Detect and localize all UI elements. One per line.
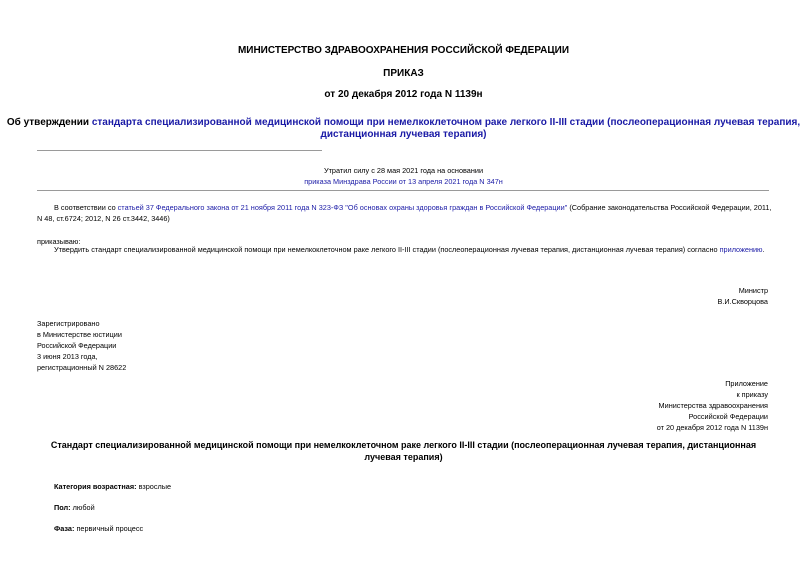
field-phase bbox=[54, 523, 143, 534]
prikazyvayu-label: приказываю: bbox=[37, 237, 81, 246]
expired-order-link[interactable]: приказа Минздрава России от 13 апреля 2021 года N 347н bbox=[304, 177, 503, 186]
registration-line: регистрационный N 28622 bbox=[37, 363, 127, 372]
signature-position: Министр bbox=[738, 286, 768, 295]
title-prefix: Об утверждении bbox=[6, 117, 92, 128]
preamble-line1 bbox=[54, 202, 774, 213]
field-label: Категория возрастная: bbox=[54, 482, 137, 491]
field-age-category bbox=[54, 481, 171, 492]
approve-end: . bbox=[762, 245, 765, 254]
divider-short bbox=[37, 150, 322, 151]
registration-line: 3 июня 2013 года, bbox=[37, 352, 98, 361]
signature-name: В.И.Скворцова bbox=[717, 297, 768, 306]
preamble-text1: В соответствии со bbox=[54, 203, 118, 212]
preamble-text2: (Собрание законодательства Российской Федерации, 2011, bbox=[567, 203, 772, 212]
federal-law-link[interactable]: статьей 37 Федерального закона от 21 ноября 2011 года N 323-ФЗ "Об основах охраны здоровья граждан в Российской Федерации" bbox=[117, 203, 568, 212]
field-value: взрослые bbox=[138, 482, 172, 491]
appendix-line: Российской Федерации bbox=[688, 412, 768, 421]
document-title bbox=[0, 117, 807, 129]
appendix-line: Министерства здравоохранения bbox=[658, 401, 768, 410]
expired-notice-line2 bbox=[0, 176, 807, 187]
expired-notice: Утратил силу с 28 мая 2021 года на основании bbox=[323, 166, 484, 175]
registration-line: Зарегистрировано bbox=[37, 319, 100, 328]
field-value: любой bbox=[72, 503, 95, 512]
standard-title: Стандарт специализированной медицинской помощи при немелкоклеточном раке легкого II-III стадии (послеоперационная лучевая терапия, дистанционная bbox=[50, 440, 757, 450]
approve-text: Утвердить стандарт специализированной медицинской помощи при немелкоклеточном раке легкого II-III стадии (послеоперационная лучевая терапия, дистанционная лучевая терапия) согласно bbox=[54, 245, 720, 254]
appendix-link[interactable]: приложению bbox=[719, 245, 763, 254]
standard-title-line2: лучевая терапия) bbox=[364, 452, 443, 462]
appendix-line: Приложение bbox=[725, 379, 768, 388]
doc-type-heading: ПРИКАЗ bbox=[383, 68, 424, 79]
appendix-block bbox=[500, 378, 768, 433]
doc-date-number: от 20 декабря 2012 года N 1139н bbox=[324, 89, 483, 100]
field-value: первичный процесс bbox=[76, 524, 144, 533]
registration-line: в Министерстве юстиции bbox=[37, 330, 122, 339]
approve-paragraph bbox=[54, 244, 765, 255]
appendix-line: к приказу bbox=[736, 390, 768, 399]
title-standard-link[interactable]: стандарта специализированной медицинской помощи при немелкоклеточном раке легкого II-III стадии (послеоперационная лучевая терапия, bbox=[91, 117, 801, 128]
preamble-line2: N 48, ст.6724; 2012, N 26 ст.3442, 3446) bbox=[37, 214, 170, 223]
registration-block bbox=[37, 318, 126, 373]
title-standard-link-cont[interactable]: дистанционная лучевая терапия) bbox=[320, 129, 487, 140]
field-label: Пол: bbox=[54, 503, 71, 512]
document-title-line2 bbox=[0, 129, 807, 141]
ministry-heading: МИНИСТЕРСТВО ЗДРАВООХРАНЕНИЯ РОССИЙСКОЙ ФЕДЕРАЦИИ bbox=[237, 45, 570, 56]
appendix-line: от 20 декабря 2012 года N 1139н bbox=[656, 423, 768, 432]
registration-line: Российской Федерации bbox=[37, 341, 117, 350]
field-label: Фаза: bbox=[54, 524, 75, 533]
field-sex bbox=[54, 502, 95, 513]
divider-full bbox=[37, 190, 769, 191]
